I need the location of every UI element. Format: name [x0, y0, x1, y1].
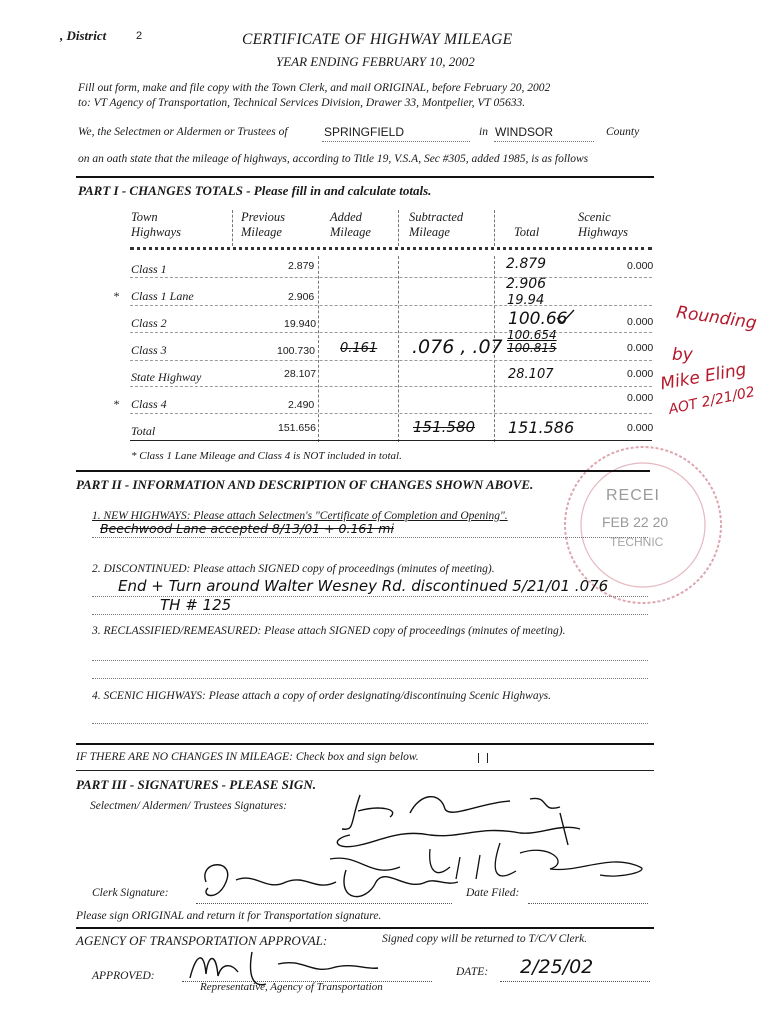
please-sign-original: Please sign ORIGINAL and return it for Transportation signature.: [76, 910, 382, 922]
form-title: CERTIFICATE OF HIGHWAY MILEAGE: [242, 31, 513, 48]
subtracted-total-struck: 151.580: [413, 418, 476, 436]
side-note-line-4: AOT 2/21/02: [667, 384, 757, 418]
town-name: SPRINGFIELD: [324, 125, 405, 139]
scenic-mileage: 0.000: [627, 316, 654, 328]
col-header-added-mileage: Added Mileage: [330, 210, 371, 239]
we-the-selectmen: We, the Selectmen or Aldermen or Trustees of: [78, 126, 288, 138]
class3-struck-total: 100.815: [507, 341, 557, 355]
total-mileage: 100.654: [507, 328, 557, 342]
class1-lane-hand-total: 19.94: [507, 293, 545, 308]
in-label: in: [479, 126, 488, 138]
total-mileage: 2.906: [506, 276, 547, 292]
previous-mileage: 19.940: [284, 318, 317, 330]
scenic-mileage: 0.000: [627, 260, 654, 272]
stamp-line-1: RECEI: [606, 487, 660, 504]
previous-mileage: 151.656: [278, 422, 316, 434]
side-note-line-1: Rounding: [675, 302, 758, 334]
row-label: Class 3: [131, 343, 167, 357]
date-label: DATE:: [456, 966, 489, 978]
row-label: Class 1 Lane: [131, 289, 194, 303]
row-label: Class 4: [131, 397, 167, 411]
scenic-mileage: 0.000: [627, 368, 654, 380]
total-mileage: 28.107: [508, 367, 554, 382]
col-header-total: Total: [514, 225, 540, 239]
total-mileage: 151.586: [508, 418, 575, 437]
total-mileage: 100.66: [508, 309, 568, 329]
part2-item-new-highways: 1. NEW HIGHWAYS: Please attach Selectmen's "Certificate of Completion and Opening".: [92, 510, 508, 522]
row-mark: *: [113, 397, 119, 411]
agency-approval-label: AGENCY OF TRANSPORTATION APPROVAL:: [76, 933, 328, 948]
representative-label: Representative, Agency of Transportation: [200, 981, 383, 993]
date-filed-label: Date Filed:: [466, 887, 520, 899]
district-label: , District: [60, 28, 107, 43]
previous-mileage: 2.490: [288, 399, 315, 411]
part3-title: PART III - SIGNATURES - PLEASE SIGN.: [76, 777, 316, 792]
side-note-line-3: Mike Eling: [658, 359, 748, 395]
scenic-mileage: 0.000: [627, 392, 654, 404]
col-header-town-highways: Town Highways: [131, 210, 181, 239]
clerk-signature-label: Clerk Signature:: [92, 887, 169, 899]
row-label: Class 2: [131, 316, 167, 330]
approval-date: 2/25/02: [520, 956, 594, 978]
instructions-line-2: to: VT Agency of Transportation, Technical Services Division, Drawer 33, Montpelier, VT 05633.: [78, 97, 526, 109]
part2-item-discontinued: 2. DISCONTINUED: Please attach SIGNED copy of proceedings (minutes of meeting).: [92, 563, 495, 575]
no-changes-instruction: IF THERE ARE NO CHANGES IN MILEAGE: Check box and sign below.: [76, 751, 419, 763]
county-label: County: [606, 126, 640, 138]
previous-mileage: 28.107: [284, 368, 317, 380]
agency-approval-note: Signed copy will be returned to T/C/V Clerk.: [382, 933, 588, 945]
added-mileage-struck: 0.161: [340, 341, 378, 356]
total-mileage: 2.879: [506, 256, 547, 272]
selectmen-signatures-label: Selectmen/ Aldermen/ Trustees Signatures:: [90, 800, 288, 812]
discontinued-entry-line-2: TH # 125: [160, 596, 232, 614]
row-label: Class 1: [131, 262, 167, 276]
part2-item-scenic: 4. SCENIC HIGHWAYS: Please attach a copy of order designating/discontinuing Scenic Highways.: [92, 690, 552, 702]
side-note-line-2: by: [672, 345, 693, 365]
no-changes-checkbox[interactable]: [478, 753, 488, 763]
col-header-subtracted-mileage: Subtracted Mileage: [409, 210, 464, 239]
approved-label: APPROVED:: [92, 970, 155, 982]
scenic-mileage: 0.000: [627, 342, 654, 354]
new-highway-entry: Beechwood Lane accepted 8/13/01 + 0.161 mi: [100, 521, 394, 536]
part2-item-reclassified: 3. RECLASSIFIED/REMEASURED: Please attach SIGNED copy of proceedings (minutes of meeting).: [92, 625, 566, 637]
row-mark: *: [113, 289, 119, 303]
part2-title: PART II - INFORMATION AND DESCRIPTION OF CHANGES SHOWN ABOVE.: [76, 477, 534, 492]
oath-statement: on an oath state that the mileage of highways, according to Title 19, V.S.A, Sec #305, added 1985, is as follows: [78, 153, 589, 165]
form-subtitle: YEAR ENDING FEBRUARY 10, 2002: [276, 54, 475, 69]
scenic-mileage: 0.000: [627, 422, 654, 434]
part1-title: PART I - CHANGES TOTALS - Please fill in and calculate totals.: [78, 183, 432, 198]
previous-mileage: 2.906: [288, 291, 315, 303]
discontinued-entry-line-1: End + Turn around Walter Wesney Rd. discontinued 5/21/01 .076: [118, 577, 609, 595]
county-name: WINDSOR: [495, 125, 553, 139]
col-header-scenic-highways: Scenic Highways: [578, 210, 628, 239]
subtracted-mileage: .076 , .07: [412, 336, 503, 358]
checkmark-icon: [556, 309, 576, 325]
stamp-line-2: FEB 22 20: [602, 514, 669, 530]
col-header-previous-mileage: Previous Mileage: [241, 210, 285, 239]
previous-mileage: 100.730: [277, 345, 315, 357]
row-label: Total: [131, 424, 156, 438]
district-value: 2: [136, 30, 143, 42]
part1-footnote: * Class 1 Lane Mileage and Class 4 is NOT included in total.: [131, 450, 402, 462]
previous-mileage: 2.879: [288, 260, 315, 272]
stamp-line-3: TECHNIC: [610, 535, 664, 549]
row-label: State Highway: [131, 370, 202, 384]
instructions-line-1: Fill out form, make and file copy with the Town Clerk, and mail ORIGINAL, before February 20, 2002: [78, 82, 551, 94]
